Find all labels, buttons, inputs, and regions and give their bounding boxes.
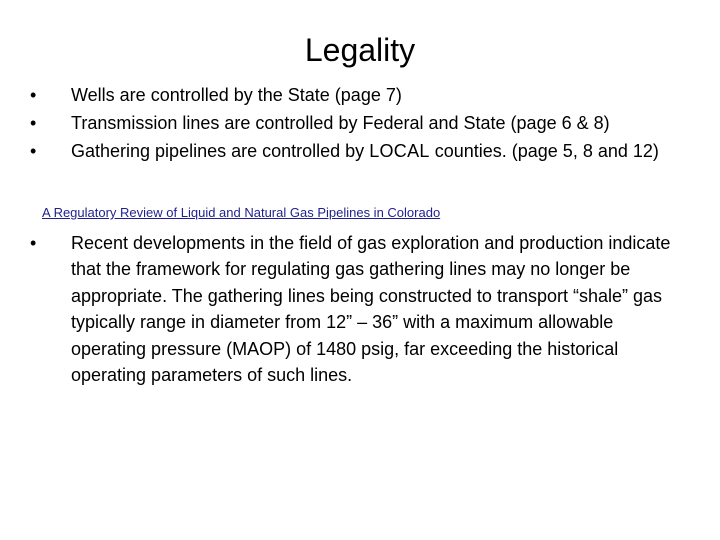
bullet-dot: • xyxy=(30,113,37,133)
bullet-text: Wells are controlled by the State (page 7) xyxy=(71,85,402,105)
bullet-item-wells xyxy=(0,82,691,108)
bullet-text-before: Gathering pipelines are controlled by xyxy=(71,141,370,161)
source-report-link[interactable]: A Regulatory Review of Liquid and Natural Gas Pipelines in Colorado xyxy=(42,205,441,220)
local-emphasis: LOCAL xyxy=(369,141,430,161)
bullet-dot: • xyxy=(30,141,37,161)
quote-list xyxy=(0,230,720,388)
bullet-dot: • xyxy=(30,85,37,105)
bullet-item-transmission xyxy=(0,110,691,136)
quote-bullet xyxy=(0,230,683,388)
quote-text: Recent developments in the field of gas exploration and production indicate that the framework for regulating gas gathering lines may no longer be appropriate. The gathering lines being constructed to transport “shale” gas typically range in diameter from 12” – 36” with a maximum allowable operating pressure (MAOP) of 1480 psig, far exceeding the historical operating parameters of such lines. xyxy=(71,233,671,386)
bullet-text-after: counties. (page 5, 8 and 12) xyxy=(429,141,659,161)
slide-title: Legality xyxy=(304,32,416,68)
bullet-dot: • xyxy=(30,233,37,253)
bullet-item-gathering xyxy=(0,138,691,164)
bullet-text: Transmission lines are controlled by Federal and State (page 6 & 8) xyxy=(71,113,610,133)
bullet-list xyxy=(0,82,720,166)
